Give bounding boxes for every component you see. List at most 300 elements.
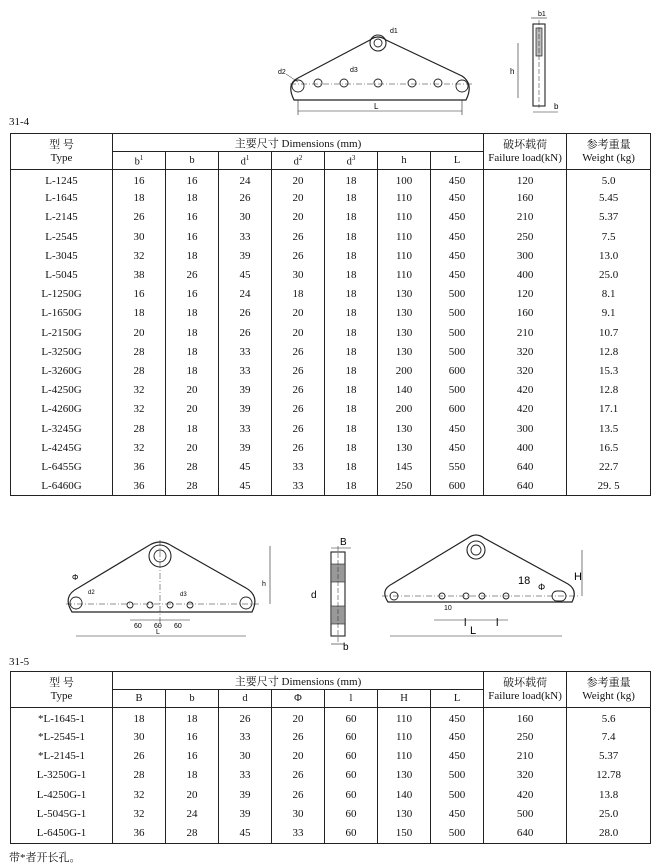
cell-value: 250 xyxy=(378,477,431,496)
cell-value: 18 xyxy=(325,208,378,227)
cell-value: 110 xyxy=(378,708,431,727)
cell-value: 26 xyxy=(219,304,272,323)
cell-value: 36 xyxy=(113,457,166,476)
cell-value: 26 xyxy=(166,265,219,284)
cell-value: 28 xyxy=(113,361,166,380)
cell-value: 15.3 xyxy=(567,361,651,380)
cell-value: 500 xyxy=(431,824,484,843)
label-l-a: l xyxy=(464,617,467,629)
cell-value: 7.4 xyxy=(567,727,651,746)
subheader-col: b xyxy=(166,152,219,170)
cell-value: 130 xyxy=(378,323,431,342)
cell-value: 16 xyxy=(166,727,219,746)
cell-value: 320 xyxy=(484,342,567,361)
cell-value: 18 xyxy=(325,419,378,438)
cell-value: 60 xyxy=(325,804,378,823)
cell-type: L-5045G-1 xyxy=(11,804,113,823)
cell-value: 18 xyxy=(113,189,166,208)
table-row xyxy=(11,477,651,496)
label-d1: d1 xyxy=(390,28,398,35)
cell-value: 130 xyxy=(378,285,431,304)
label-18: 18 xyxy=(518,575,531,587)
label-d: d xyxy=(311,590,317,601)
cell-value: 110 xyxy=(378,189,431,208)
cell-value: 450 xyxy=(431,708,484,727)
cell-value: 18 xyxy=(325,170,378,189)
label-phi: Φ xyxy=(72,573,79,582)
cell-type: L-2145 xyxy=(11,208,113,227)
label-d2: d2 xyxy=(278,69,286,76)
cell-value: 26 xyxy=(272,227,325,246)
cell-value: 26 xyxy=(219,189,272,208)
cell-value: 18 xyxy=(325,227,378,246)
cell-type: L-2150G xyxy=(11,323,113,342)
cell-value: 16 xyxy=(166,285,219,304)
cell-value: 18 xyxy=(325,477,378,496)
cell-value: 640 xyxy=(484,824,567,843)
cell-value: 12.8 xyxy=(567,342,651,361)
cell-value: 16 xyxy=(113,285,166,304)
cell-value: 30 xyxy=(219,208,272,227)
cell-value: 110 xyxy=(378,208,431,227)
cell-value: 18 xyxy=(166,766,219,785)
cell-value: 16 xyxy=(113,170,166,189)
cell-value: 26 xyxy=(272,438,325,457)
table-row xyxy=(11,381,651,400)
cell-value: 45 xyxy=(219,477,272,496)
cell-value: 18 xyxy=(166,342,219,361)
cell-value: 29. 5 xyxy=(567,477,651,496)
cell-value: 18 xyxy=(166,419,219,438)
cell-type: L-1245 xyxy=(11,170,113,189)
cell-value: 60 xyxy=(325,766,378,785)
cell-type: L-1645 xyxy=(11,189,113,208)
cell-value: 20 xyxy=(166,438,219,457)
table-row xyxy=(11,170,651,189)
cell-value: 5.45 xyxy=(567,189,651,208)
cell-value: 30 xyxy=(219,746,272,765)
cell-value: 450 xyxy=(431,208,484,227)
subheader-col: $d^1$ xyxy=(219,152,272,170)
cell-value: 450 xyxy=(431,419,484,438)
subheader-col: L xyxy=(431,152,484,170)
cell-value: 33 xyxy=(272,477,325,496)
cell-value: 130 xyxy=(378,766,431,785)
cell-value: 500 xyxy=(431,381,484,400)
subheader-col: L xyxy=(431,690,484,708)
cell-value: 28 xyxy=(166,477,219,496)
cell-value: 450 xyxy=(431,265,484,284)
cell-value: 120 xyxy=(484,170,567,189)
cell-value: 13.0 xyxy=(567,246,651,265)
cell-value: 140 xyxy=(378,381,431,400)
cell-value: 210 xyxy=(484,323,567,342)
cell-value: 30 xyxy=(272,804,325,823)
subheader-col: l xyxy=(325,690,378,708)
cell-value: 60 xyxy=(325,824,378,843)
subheader-col: $d^2$ xyxy=(272,152,325,170)
cell-type: L-3245G xyxy=(11,419,113,438)
cell-value: 160 xyxy=(484,708,567,727)
cell-value: 7.5 xyxy=(567,227,651,246)
cell-value: 16 xyxy=(166,208,219,227)
cell-value: 18 xyxy=(325,265,378,284)
cell-value: 18 xyxy=(325,400,378,419)
label-d3: d3 xyxy=(180,592,187,598)
cell-value: 33 xyxy=(219,766,272,785)
cell-value: 13.5 xyxy=(567,419,651,438)
cell-value: 18 xyxy=(166,361,219,380)
cell-value: 5.0 xyxy=(567,170,651,189)
header-dimensions: 主要尺寸 Dimensions (mm) xyxy=(113,134,484,152)
spec-table-31-4 xyxy=(10,133,651,496)
table-row xyxy=(11,265,651,284)
cell-value: 39 xyxy=(219,381,272,400)
table-row xyxy=(11,804,651,823)
subheader-col: H xyxy=(378,690,431,708)
cell-value: 39 xyxy=(219,785,272,804)
cell-value: 110 xyxy=(378,227,431,246)
cell-value: 18 xyxy=(325,285,378,304)
table-row xyxy=(11,361,651,380)
subheader-col: B xyxy=(113,690,166,708)
cell-value: 33 xyxy=(219,342,272,361)
cell-value: 500 xyxy=(431,785,484,804)
cell-type: L-4250G-1 xyxy=(11,785,113,804)
table-row xyxy=(11,419,651,438)
cell-value: 18 xyxy=(325,304,378,323)
table-body-31-5 xyxy=(11,708,651,844)
cell-value: 32 xyxy=(113,246,166,265)
table-row xyxy=(11,323,651,342)
header-type: 型 号 Type xyxy=(11,134,113,170)
cell-value: 130 xyxy=(378,304,431,323)
cell-value: 640 xyxy=(484,477,567,496)
cell-value: 28 xyxy=(113,419,166,438)
subheader-col: Φ xyxy=(272,690,325,708)
cell-value: 26 xyxy=(272,727,325,746)
cell-value: 20 xyxy=(272,189,325,208)
table-row xyxy=(11,304,651,323)
cell-value: 20 xyxy=(272,170,325,189)
cell-value: 110 xyxy=(378,727,431,746)
cell-value: 320 xyxy=(484,361,567,380)
cell-value: 18 xyxy=(166,323,219,342)
figure-label-31-4: 31-4 xyxy=(9,116,30,128)
cell-value: 24 xyxy=(219,170,272,189)
cell-value: 26 xyxy=(219,323,272,342)
cell-value: 210 xyxy=(484,746,567,765)
drawing-31-4-plate xyxy=(262,20,492,120)
header-type: 型 号 Type xyxy=(11,672,113,708)
cell-value: 18 xyxy=(166,189,219,208)
cell-value: 250 xyxy=(484,727,567,746)
cell-value: 8.1 xyxy=(567,285,651,304)
cell-value: 500 xyxy=(431,766,484,785)
cell-value: 420 xyxy=(484,381,567,400)
cell-value: 26 xyxy=(219,708,272,727)
cell-value: 100 xyxy=(378,170,431,189)
label-d3: d3 xyxy=(350,67,358,74)
cell-value: 22.7 xyxy=(567,457,651,476)
subheader-col: d xyxy=(219,690,272,708)
cell-value: 16 xyxy=(166,746,219,765)
cell-value: 20 xyxy=(166,400,219,419)
cell-type: L-4245G xyxy=(11,438,113,457)
cell-value: 39 xyxy=(219,804,272,823)
cell-value: 25.0 xyxy=(567,265,651,284)
cell-value: 110 xyxy=(378,246,431,265)
header-failure-load: 破坏载荷 Failure load(kN) xyxy=(484,672,567,708)
cell-value: 32 xyxy=(113,804,166,823)
cell-type: L-1250G xyxy=(11,285,113,304)
cell-value: 420 xyxy=(484,785,567,804)
cell-value: 18 xyxy=(325,361,378,380)
cell-type: L-2545 xyxy=(11,227,113,246)
cell-value: 150 xyxy=(378,824,431,843)
cell-value: 36 xyxy=(113,477,166,496)
cell-value: 140 xyxy=(378,785,431,804)
cell-value: 500 xyxy=(484,804,567,823)
subheader-col: $b^1$ xyxy=(113,152,166,170)
cell-value: 20 xyxy=(166,785,219,804)
footnote: 带*者开长孔。 xyxy=(9,852,81,864)
cell-value: 450 xyxy=(431,170,484,189)
cell-value: 17.1 xyxy=(567,400,651,419)
cell-value: 20 xyxy=(113,323,166,342)
cell-value: 500 xyxy=(431,342,484,361)
cell-value: 400 xyxy=(484,438,567,457)
cell-value: 300 xyxy=(484,419,567,438)
cell-value: 38 xyxy=(113,265,166,284)
cell-value: 18 xyxy=(166,708,219,727)
cell-value: 300 xyxy=(484,246,567,265)
cell-value: 120 xyxy=(484,285,567,304)
cell-value: 33 xyxy=(219,727,272,746)
label-L: L xyxy=(156,629,160,636)
cell-value: 18 xyxy=(325,342,378,361)
cell-type: L-3250G xyxy=(11,342,113,361)
cell-value: 26 xyxy=(272,766,325,785)
header-failure-load: 破坏载荷 Failure load(kN) xyxy=(484,134,567,170)
label-H: H xyxy=(574,571,582,583)
cell-value: 13.8 xyxy=(567,785,651,804)
cell-value: 20 xyxy=(166,381,219,400)
cell-value: 45 xyxy=(219,824,272,843)
cell-value: 26 xyxy=(272,246,325,265)
cell-value: 28 xyxy=(166,457,219,476)
cell-type: L-3260G xyxy=(11,361,113,380)
label-b1: b1 xyxy=(538,11,546,18)
cell-value: 110 xyxy=(378,746,431,765)
cell-value: 18 xyxy=(325,381,378,400)
cell-value: 26 xyxy=(272,419,325,438)
cell-value: 26 xyxy=(272,381,325,400)
cell-type: L-5045 xyxy=(11,265,113,284)
table-row xyxy=(11,342,651,361)
cell-value: 18 xyxy=(166,304,219,323)
cell-value: 18 xyxy=(325,246,378,265)
cell-value: 450 xyxy=(431,438,484,457)
cell-value: 600 xyxy=(431,400,484,419)
cell-value: 16 xyxy=(166,170,219,189)
cell-value: 28 xyxy=(113,766,166,785)
drawing-31-5-section xyxy=(305,534,365,654)
cell-value: 160 xyxy=(484,304,567,323)
cell-value: 500 xyxy=(431,285,484,304)
cell-value: 640 xyxy=(484,457,567,476)
cell-value: 12.78 xyxy=(567,766,651,785)
cell-value: 420 xyxy=(484,400,567,419)
label-d2: d2 xyxy=(88,590,95,596)
cell-value: 33 xyxy=(219,361,272,380)
cell-value: 5.37 xyxy=(567,208,651,227)
cell-value: 550 xyxy=(431,457,484,476)
cell-value: 20 xyxy=(272,208,325,227)
cell-value: 200 xyxy=(378,361,431,380)
figure-label-31-5: 31-5 xyxy=(9,656,30,668)
cell-value: 16 xyxy=(166,227,219,246)
cell-value: 20 xyxy=(272,323,325,342)
cell-value: 450 xyxy=(431,746,484,765)
header-weight: 参考重量 Weight (kg) xyxy=(567,672,651,708)
cell-value: 32 xyxy=(113,381,166,400)
cell-value: 26 xyxy=(113,208,166,227)
cell-value: 60 xyxy=(325,727,378,746)
cell-value: 36 xyxy=(113,824,166,843)
cell-value: 9.1 xyxy=(567,304,651,323)
cell-value: 145 xyxy=(378,457,431,476)
cell-value: 25.0 xyxy=(567,804,651,823)
cell-value: 18 xyxy=(113,304,166,323)
table-body-31-4 xyxy=(11,170,651,496)
cell-value: 450 xyxy=(431,227,484,246)
cell-value: 500 xyxy=(431,304,484,323)
cell-value: 5.37 xyxy=(567,746,651,765)
table-row xyxy=(11,246,651,265)
cell-value: 24 xyxy=(219,285,272,304)
cell-value: 18 xyxy=(272,285,325,304)
spec-table-31-5 xyxy=(10,671,651,844)
cell-value: 26 xyxy=(272,361,325,380)
label-60-c: 60 xyxy=(174,623,182,630)
cell-value: 30 xyxy=(113,727,166,746)
cell-value: 32 xyxy=(113,438,166,457)
cell-value: 20 xyxy=(272,304,325,323)
table-row xyxy=(11,208,651,227)
cell-value: 450 xyxy=(431,189,484,208)
cell-value: 400 xyxy=(484,265,567,284)
cell-value: 18 xyxy=(325,457,378,476)
cell-type: L-6450G-1 xyxy=(11,824,113,843)
label-b: b xyxy=(554,102,559,111)
cell-value: 26 xyxy=(272,400,325,419)
table-row xyxy=(11,400,651,419)
table-row xyxy=(11,766,651,785)
cell-type: *L-2545-1 xyxy=(11,727,113,746)
label-l-b: l xyxy=(496,617,499,629)
cell-value: 30 xyxy=(113,227,166,246)
cell-value: 26 xyxy=(272,785,325,804)
table-row xyxy=(11,708,651,727)
cell-value: 130 xyxy=(378,419,431,438)
cell-value: 60 xyxy=(325,785,378,804)
subheader-col: h xyxy=(378,152,431,170)
cell-type: L-1650G xyxy=(11,304,113,323)
table-row xyxy=(11,785,651,804)
cell-type: L-6455G xyxy=(11,457,113,476)
cell-value: 18 xyxy=(325,438,378,457)
cell-value: 5.6 xyxy=(567,708,651,727)
cell-value: 450 xyxy=(431,804,484,823)
cell-value: 200 xyxy=(378,400,431,419)
cell-type: L-6460G xyxy=(11,477,113,496)
cell-value: 33 xyxy=(272,824,325,843)
cell-value: 210 xyxy=(484,208,567,227)
label-h: h xyxy=(510,67,515,76)
table-row xyxy=(11,189,651,208)
cell-value: 39 xyxy=(219,438,272,457)
label-B: B xyxy=(340,537,347,548)
cell-value: 18 xyxy=(325,189,378,208)
cell-type: L-3045 xyxy=(11,246,113,265)
drawing-31-5-plate xyxy=(50,528,290,643)
cell-value: 130 xyxy=(378,342,431,361)
cell-value: 600 xyxy=(431,477,484,496)
cell-value: 28.0 xyxy=(567,824,651,843)
cell-value: 39 xyxy=(219,400,272,419)
label-60-b: 60 xyxy=(154,623,162,630)
label-L: L xyxy=(374,102,379,111)
cell-type: *L-2145-1 xyxy=(11,746,113,765)
table-row xyxy=(11,285,651,304)
label-L: L xyxy=(470,625,477,637)
cell-value: 18 xyxy=(166,246,219,265)
cell-type: *L-1645-1 xyxy=(11,708,113,727)
cell-value: 26 xyxy=(113,746,166,765)
cell-value: 20 xyxy=(272,708,325,727)
subheader-col: $d^3$ xyxy=(325,152,378,170)
drawing-31-4-side xyxy=(500,8,580,120)
cell-value: 45 xyxy=(219,457,272,476)
label-h: h xyxy=(262,581,266,588)
label-10: 10 xyxy=(444,605,452,612)
cell-value: 160 xyxy=(484,189,567,208)
cell-value: 18 xyxy=(325,323,378,342)
cell-value: 250 xyxy=(484,227,567,246)
drawing-31-5-plate-slotted xyxy=(378,528,598,648)
subheader-col: b xyxy=(166,690,219,708)
cell-value: 32 xyxy=(113,400,166,419)
cell-value: 450 xyxy=(431,727,484,746)
table-row xyxy=(11,824,651,843)
cell-value: 32 xyxy=(113,785,166,804)
cell-value: 28 xyxy=(113,342,166,361)
label-phi: Φ xyxy=(538,582,546,592)
cell-value: 450 xyxy=(431,246,484,265)
cell-value: 33 xyxy=(219,227,272,246)
header-dimensions: 主要尺寸 Dimensions (mm) xyxy=(113,672,484,690)
cell-value: 20 xyxy=(272,746,325,765)
table-row xyxy=(11,746,651,765)
cell-value: 60 xyxy=(325,746,378,765)
cell-value: 26 xyxy=(272,342,325,361)
cell-value: 33 xyxy=(272,457,325,476)
label-60-a: 60 xyxy=(134,623,142,630)
cell-value: 28 xyxy=(166,824,219,843)
cell-value: 33 xyxy=(219,419,272,438)
cell-value: 130 xyxy=(378,804,431,823)
